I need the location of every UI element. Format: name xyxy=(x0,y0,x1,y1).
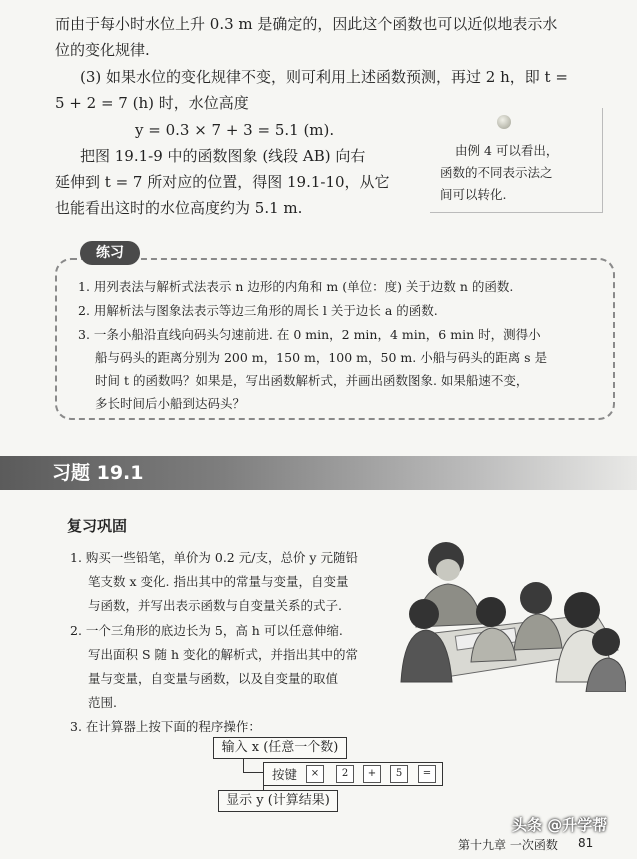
chapter-label: 第十九章 一次函数 xyxy=(458,838,558,852)
question-line: 2. 一个三角形的底边长为 5，高 h 可以任意伸缩. xyxy=(70,623,343,638)
exercise-item: 时间 t 的函数吗？如果是，写出函数解析式，并画出函数图象. 如果船速不变， xyxy=(95,373,529,388)
exercise-item: 多长时间后小船到达码头？ xyxy=(95,396,246,411)
question-line: 范围. xyxy=(88,695,117,710)
page-number: 81 xyxy=(578,836,594,850)
side-note-line: 由例 4 可以看出， xyxy=(455,143,559,158)
children-illustration xyxy=(386,532,626,692)
key-5: 5 xyxy=(390,765,408,783)
section-title: 复习巩固 xyxy=(67,517,128,535)
problems-title: 习题 19.1 xyxy=(52,462,144,484)
paragraph-line: 也能看出这时的水位高度约为 5.1 m. xyxy=(55,199,303,217)
key-plus: + xyxy=(363,765,381,783)
output-step-box: 显示 y (计算结果) xyxy=(218,790,338,812)
exercise-item: 船与码头的距离分别为 200 m，150 m，100 m，50 m. 小船与码头的距离 s 是 xyxy=(95,350,548,365)
question-line: 写出面积 S 随 h 变化的解析式，并指出其中的常 xyxy=(88,647,359,662)
watermark: 头条 @升学帮 xyxy=(512,816,608,834)
flow-connector xyxy=(243,759,244,773)
note-bullet-icon xyxy=(497,115,511,129)
key-2: 2 xyxy=(336,765,354,783)
paragraph-line: (3) 如果水位的变化规律不变，则可利用上述函数预测，再过 2 h，即 t = xyxy=(80,68,568,86)
paragraph-line: 延伸到 t = 7 所对应的位置，得图 19.1-10，从它 xyxy=(55,173,390,191)
exercise-item: 2. 用解析法与图象法表示等边三角形的周长 l 关于边长 a 的函数. xyxy=(78,303,438,318)
key-equals: = xyxy=(418,765,436,783)
question-line: 量与变量，自变量与函数，以及自变量的取值 xyxy=(88,671,339,686)
flow-connector xyxy=(243,772,263,773)
paragraph-line: 把图 19.1-9 中的函数图象 (线段 AB) 向右 xyxy=(80,147,366,165)
question-line: 与函数，并写出表示函数与自变量关系的式子. xyxy=(88,598,342,613)
question-line: 1. 购买一些铅笔，单价为 0.2 元/支，总价 y 元随铅 xyxy=(70,550,358,565)
exercise-tag: 练习 xyxy=(80,241,140,265)
exercise-item: 1. 用列表法与解析式法表示 n 边形的内角和 m (单位：度) 关于边数 n 的函数. xyxy=(78,279,514,294)
paragraph-line: 5 + 2 = 7 (h) 时，水位高度 xyxy=(55,94,249,112)
key-multiply: × xyxy=(306,765,324,783)
input-step-box: 输入 x (任意一个数) xyxy=(213,737,347,759)
side-note-line: 函数的不同表示法之 xyxy=(440,165,553,180)
paragraph-line: 位的变化规律. xyxy=(55,41,150,59)
formula: y = 0.3 × 7 + 3 = 5.1 (m). xyxy=(135,121,335,139)
question-line: 笔支数 x 变化. 指出其中的常量与变量，自变量 xyxy=(88,574,349,589)
question-line: 3. 在计算器上按下面的程序操作： xyxy=(70,719,261,734)
exercise-item: 3. 一条小船沿直线向码头匀速前进. 在 0 min，2 min，4 min，6 min 时，测得小 xyxy=(78,327,541,342)
paragraph-line: 而由于每小时水位上升 0.3 m 是确定的，因此这个函数也可以近似地表示水 xyxy=(55,15,558,33)
keypress-label: 按键 xyxy=(272,767,298,782)
side-note-line: 间可以转化. xyxy=(440,187,507,202)
